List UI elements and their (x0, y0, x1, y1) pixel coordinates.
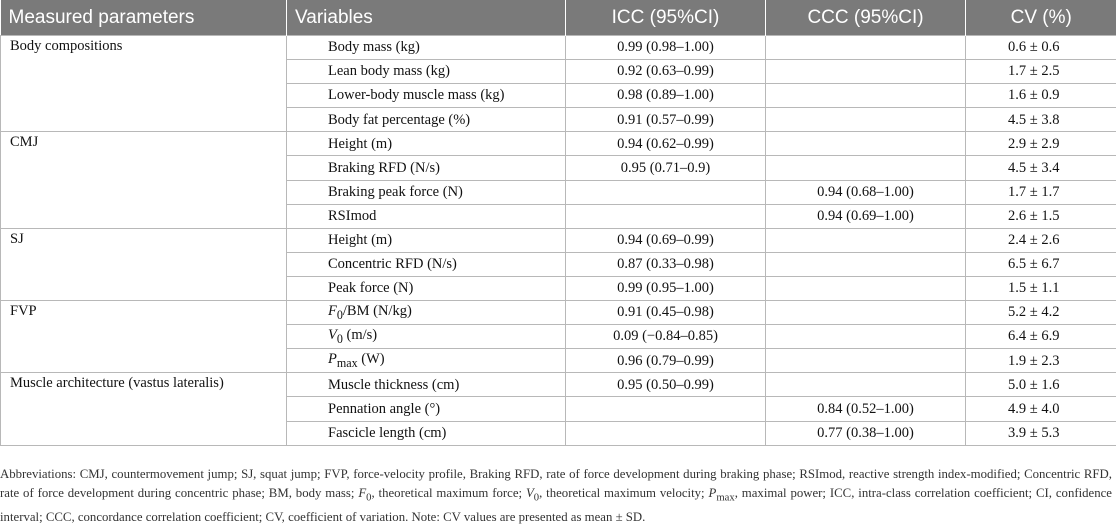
footnote-symbol-f: F (358, 486, 367, 500)
variable-cell: Braking peak force (N) (287, 180, 566, 204)
icc-cell: 0.99 (0.98–1.00) (566, 36, 766, 60)
icc-cell: 0.91 (0.45–0.98) (566, 301, 766, 325)
cv-cell: 4.9 ± 4.0 (966, 397, 1116, 421)
group-fvp: FVP (1, 301, 287, 373)
variable-cell: Fascicle length (cm) (287, 421, 566, 445)
ccc-cell: 0.77 (0.38–1.00) (766, 421, 966, 445)
cv-cell: 0.6 ± 0.6 (966, 36, 1116, 60)
cv-cell: 1.6 ± 0.9 (966, 84, 1116, 108)
icc-cell: 0.87 (0.33–0.98) (566, 252, 766, 276)
variable-cell: Lower-body muscle mass (kg) (287, 84, 566, 108)
icc-cell (566, 397, 766, 421)
footnote-symbol-p: P (708, 486, 717, 500)
header-icc: ICC (95%CI) (566, 0, 766, 36)
icc-cell (566, 421, 766, 445)
icc-cell: 0.99 (0.95–1.00) (566, 276, 766, 300)
table-row (1, 301, 1116, 325)
ccc-cell (766, 132, 966, 156)
cv-cell: 1.7 ± 2.5 (966, 60, 1116, 84)
footnote-symbol-v: V (525, 486, 534, 500)
variable-suffix: (W) (357, 351, 385, 368)
header-ccc: CCC (95%CI) (766, 0, 966, 36)
icc-cell: 0.98 (0.89–1.00) (566, 84, 766, 108)
table-row (1, 36, 1116, 60)
header-measured-parameters: Measured parameters (1, 0, 287, 36)
ccc-cell (766, 228, 966, 252)
symbol-f: F (328, 303, 337, 320)
cv-cell: 2.6 ± 1.5 (966, 204, 1116, 228)
ccc-cell (766, 301, 966, 325)
variable-cell (287, 349, 566, 373)
icc-cell: 0.91 (0.57–0.99) (566, 108, 766, 132)
cv-cell: 1.5 ± 1.1 (966, 276, 1116, 300)
symbol-p: P (328, 351, 337, 368)
variable-cell: Braking RFD (N/s) (287, 156, 566, 180)
ccc-cell: 0.94 (0.69–1.00) (766, 204, 966, 228)
ccc-cell (766, 60, 966, 84)
icc-cell: 0.95 (0.50–0.99) (566, 373, 766, 397)
subscript-0: 0 (336, 307, 343, 322)
ccc-cell (766, 276, 966, 300)
cv-cell: 3.9 ± 5.3 (966, 421, 1116, 445)
footnote-part-2: , theoretical maximum force; (371, 486, 526, 500)
icc-cell: 0.94 (0.69–0.99) (566, 228, 766, 252)
footnote-subscript-0: 0 (533, 492, 540, 504)
cv-cell: 6.5 ± 6.7 (966, 252, 1116, 276)
variable-cell: Pennation angle (°) (287, 397, 566, 421)
icc-cell: 0.95 (0.71–0.9) (566, 156, 766, 180)
cv-cell: 5.2 ± 4.2 (966, 301, 1116, 325)
cv-cell: 5.0 ± 1.6 (966, 373, 1116, 397)
table-row (1, 132, 1116, 156)
table-row (1, 373, 1116, 397)
icc-cell: 0.94 (0.62–0.99) (566, 132, 766, 156)
footnote-part-1: Abbreviations: CMJ, countermovement jump; SJ, squat jump; FVP, force-velocity profile, Braking RFD, rate of force development during braking phase; RSImod, reactive strength index-modified; Concentric RFD, rate of force development during concentric phase; BM, body mass; (0, 467, 1112, 500)
variable-suffix: /BM (N/kg) (342, 303, 412, 320)
footnote-part-4: , maximal power; ICC, intra-class correlation coefficient; CI, confidence interval; CCC, concordance correlation coefficient; CV, coefficient of variation. Note: CV values are presented as mean ± SD. (0, 486, 1112, 524)
table-row (1, 228, 1116, 252)
cv-cell: 2.9 ± 2.9 (966, 132, 1116, 156)
footnote-subscript-max: max (716, 492, 735, 504)
variable-cell: Concentric RFD (N/s) (287, 252, 566, 276)
ccc-cell (766, 373, 966, 397)
subscript-max: max (336, 356, 358, 371)
variable-cell: RSImod (287, 204, 566, 228)
group-body-compositions: Body compositions (1, 36, 287, 132)
variable-cell: Body mass (kg) (287, 36, 566, 60)
variable-cell: Muscle thickness (cm) (287, 373, 566, 397)
ccc-cell (766, 108, 966, 132)
cv-cell: 1.9 ± 2.3 (966, 349, 1116, 373)
header-variables: Variables (287, 0, 566, 36)
footnote-subscript-0: 0 (366, 492, 372, 504)
ccc-cell (766, 156, 966, 180)
icc-cell: 0.96 (0.79–0.99) (566, 349, 766, 373)
variable-suffix: (m/s) (342, 327, 378, 344)
group-cmj: CMJ (1, 132, 287, 228)
cv-cell: 2.4 ± 2.6 (966, 228, 1116, 252)
variable-cell: Peak force (N) (287, 276, 566, 300)
variable-cell (287, 301, 566, 325)
header-cv: CV (%) (966, 0, 1116, 36)
table-footnote (0, 465, 1112, 527)
variable-cell (287, 325, 566, 349)
variable-cell: Body fat percentage (%) (287, 108, 566, 132)
icc-cell (566, 180, 766, 204)
group-sj: SJ (1, 228, 287, 300)
table-body (1, 36, 1116, 446)
cv-cell: 4.5 ± 3.4 (966, 156, 1116, 180)
header-row (1, 0, 1116, 36)
cv-cell: 6.4 ± 6.9 (966, 325, 1116, 349)
icc-cell: 0.92 (0.63–0.99) (566, 60, 766, 84)
ccc-cell (766, 84, 966, 108)
variable-cell: Lean body mass (kg) (287, 60, 566, 84)
icc-cell (566, 204, 766, 228)
ccc-cell: 0.84 (0.52–1.00) (766, 397, 966, 421)
cv-cell: 1.7 ± 1.7 (966, 180, 1116, 204)
ccc-cell (766, 349, 966, 373)
group-muscle-architecture: Muscle architecture (vastus lateralis) (1, 373, 287, 445)
ccc-cell (766, 325, 966, 349)
icc-cell: 0.09 (−0.84–0.85) (566, 325, 766, 349)
variable-cell: Height (m) (287, 228, 566, 252)
subscript-0: 0 (336, 332, 343, 347)
symbol-v: V (328, 327, 337, 344)
ccc-cell (766, 252, 966, 276)
ccc-cell: 0.94 (0.68–1.00) (766, 180, 966, 204)
variable-cell: Height (m) (287, 132, 566, 156)
footnote-part-3: , theoretical maximum velocity; (539, 486, 709, 500)
ccc-cell (766, 36, 966, 60)
cv-cell: 4.5 ± 3.8 (966, 108, 1116, 132)
